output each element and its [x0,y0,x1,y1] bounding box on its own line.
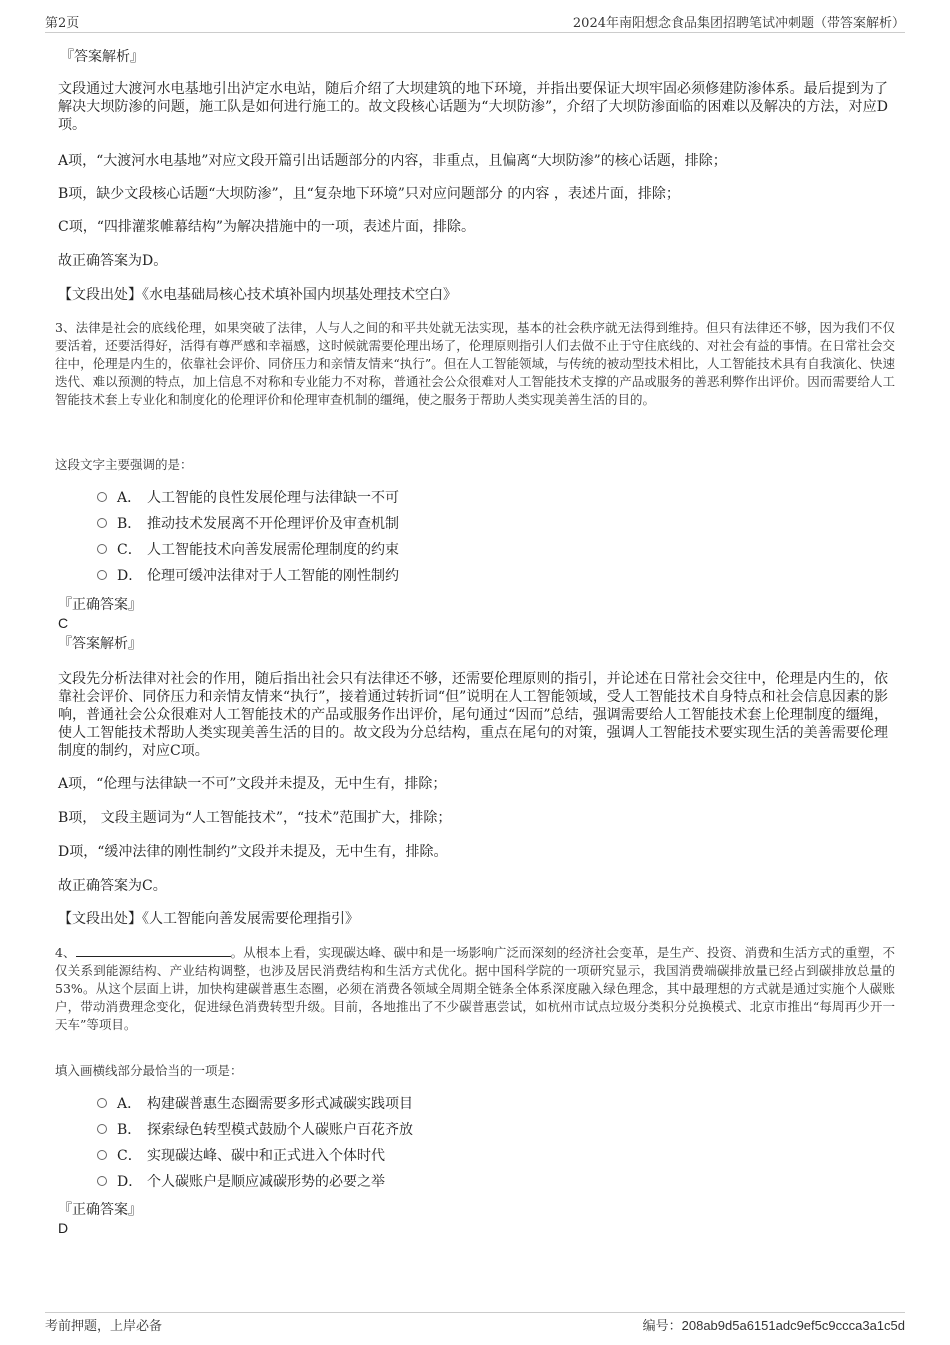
footer-slogan: 考前押题，上岸必备 [45,1319,163,1334]
radio-circle-icon[interactable] [97,1176,107,1186]
q3-analysis-text: 文段先分析法律对社会的作用，随后指出社会只有法律还不够，还需要伦理原则的指引，并论述在日常社会交往中，伦理是内生的，依靠社会评价、同侪压力和亲情友情来“执行”，接着通过转折词“但”说明在人工智能领域，受人工智能技术自身特点和社会信息因素的影响，普通社会公众很难对人工智能技术的产品或服务作出评价，尾句通过“因而”总结，强调需要给人工智能技术套上伦理制度的缰绳，使人工智能技术帮助人类实现美善生活的目的。故文段为分总结构，重点在尾句的对策，强调人工智能技术要实现生活的美善需要伦理制度的制约，对应C项。 [58,671,888,759]
q2-option-c-analysis: C项，“四排灌浆帷幕结构”为解决措施中的一项，表述片面，排除。 [58,219,476,235]
q4-option-d[interactable]: D． 个人碳账户是顺应减碳形势的必要之举 [97,1173,385,1191]
page-number: 第2页 [45,16,80,31]
q4-prompt: 填入画横线部分最恰当的一项是： [55,1063,243,1078]
radio-circle-icon[interactable] [97,1124,107,1134]
q3-answer-label: 『正确答案』 [58,597,142,613]
page-header [45,12,905,33]
q4-passage: 4、 。从根本上看，实现碳达峰、碳中和是一场影响广泛而深刻的经济社会变革，是生产、投资、消费和生活方式的重塑，不仅关系到能源结构、产业结构调整，也涉及居民消费结构和生活方式优化。据中国科学院的一项研究显示，我国消费端碳排放量已经占到碳排放总量的53%。从这个层面上讲，加快构建碳普惠生态圈，必须在消费各领域全周期全链条全体系深度融入绿色理念，其中最理想的方式就是通过实施个人碳账户，带动消费理念变化，促进绿色消费转型升级。目前，各地推出了不少碳普惠尝试，如杭州市试点垃圾分类积分兑换模式、北京市推出“每周再少开一天车”等项目。 [55,945,895,1032]
radio-circle-icon[interactable] [97,544,107,554]
q4-option-a[interactable]: A． 构建碳普惠生态圈需要多形式减碳实践项目 [97,1095,413,1113]
q2-option-a-analysis: A项，“大渡河水电基地”对应文段开篇引出话题部分的内容，非重点，且偏离“大坝防渗”的核心话题，排除； [58,153,727,169]
q4-fill-blank [76,944,231,957]
page-footer [45,1312,905,1334]
q2-analysis-text: 文段通过大渡河水电基地引出泸定水电站，随后介绍了大坝建筑的地下环境，并指出要保证大坝牢固必须修建防渗体系。最后提到为了解决大坝防渗的问题，施工队是如何进行施工的。故文段核心话题为“大坝防渗”，介绍了大坝防渗面临的困难以及解决的方法，对应D项。 [58,81,888,133]
document-title: 2024年南阳想念食品集团招聘笔试冲刺题（带答案解析） [572,16,905,31]
q3-option-a[interactable]: A． 人工智能的良性发展伦理与法律缺一不可 [97,489,399,507]
q3-answer: C [58,615,69,631]
q2-option-b-analysis: B项，缺少文段核心话题“大坝防渗”，且“复杂地下环境”只对应问题部分 的内容 ，表述片面，排除； [58,186,680,202]
radio-circle-icon[interactable] [97,1098,107,1108]
radio-circle-icon[interactable] [97,492,107,502]
q3-source: 【文段出处】《人工智能向善发展需要伦理指引》 [58,911,359,927]
radio-circle-icon[interactable] [97,570,107,580]
q4-option-c[interactable]: C． 实现碳达峰、碳中和正式进入个体时代 [97,1147,385,1165]
q3-passage: 3、法律是社会的底线伦理，如果突破了法律，人与人之间的和平共处就无法实现，基本的社会秩序就无法得到维持。但只有法律还不够，因为我们不仅要活着，还要活得好，活得有尊严感和幸福感，这时候就需要伦理出场了，伦理原则指引人们去做不止于守住底线的、对社会有益的事情。在日常社会交往中，伦理是内生的，依靠社会评价、同侪压力和亲情友情来“执行”。但在人工智能领域，与传统的被动型技术相比，人工智能技术具有自我演化、快速迭代、难以预测的特点，加上信息不对称和专业能力不对称，普通社会公众很难对人工智能技术支撑的产品或服务的善恶利弊作出评价。因而需要给人工智能技术套上专业化和制度化的伦理评价和伦理审查机制的缰绳，使之服务于帮助人类实现美善生活的目的。 [55,320,895,407]
q3-analysis-label: 『答案解析』 [58,636,142,652]
radio-circle-icon[interactable] [97,518,107,528]
q2-analysis-label: 『答案解析』 [60,49,144,65]
q3-option-c[interactable]: C． 人工智能技术向善发展需伦理制度的约束 [97,541,399,559]
q3-option-b-analysis: B项， 文段主题词为“人工智能技术”，“技术”范围扩大，排除； [58,810,452,826]
document-code: 编号：208ab9d5a6151adc9ef5c9ccca3a1c5d [642,1318,905,1333]
q4-number: 4、 [55,945,76,960]
q3-option-d-analysis: D项，“缓冲法律的刚性制约”文段并未提及，无中生有，排除。 [58,844,448,860]
q2-conclusion: 故正确答案为D。 [58,253,168,269]
q3-option-d[interactable]: D． 伦理可缓冲法律对于人工智能的刚性制约 [97,567,399,585]
q2-source: 【文段出处】《水电基础局核心技术填补国内坝基处理技术空白》 [58,287,457,303]
q3-conclusion: 故正确答案为C。 [58,878,167,894]
radio-circle-icon[interactable] [97,1150,107,1160]
q3-prompt: 这段文字主要强调的是： [55,457,193,472]
q3-option-b[interactable]: B． 推动技术发展离不开伦理评价及审查机制 [97,515,399,533]
q4-answer: D [58,1220,69,1236]
q4-answer-label: 『正确答案』 [58,1202,142,1218]
q4-option-b[interactable]: B． 探索绿色转型模式鼓励个人碳账户百花齐放 [97,1121,413,1139]
q3-option-a-analysis: A项，“伦理与法律缺一不可”文段并未提及，无中生有，排除； [58,776,447,792]
